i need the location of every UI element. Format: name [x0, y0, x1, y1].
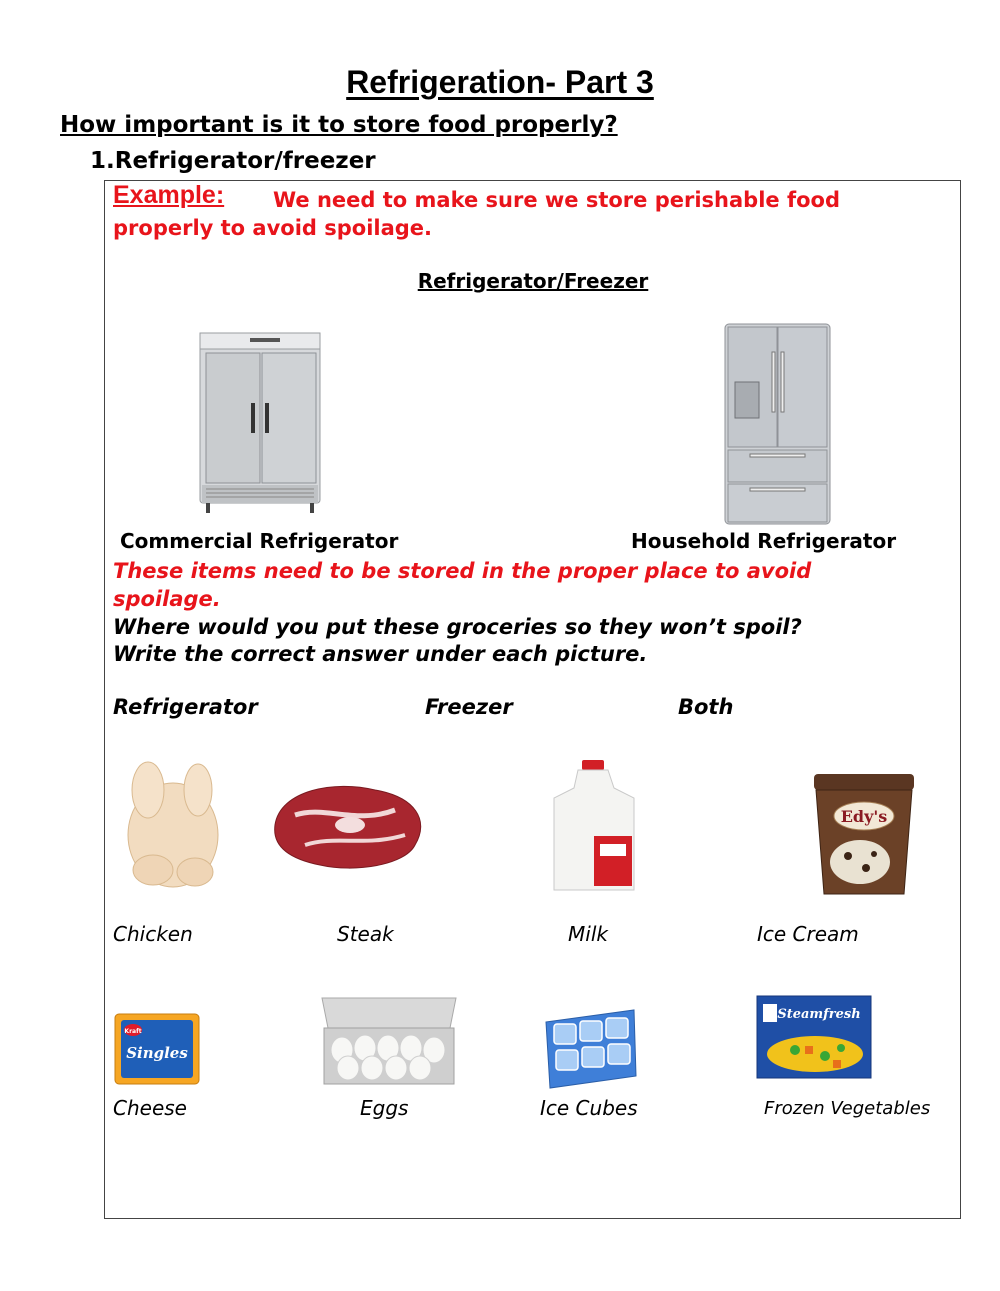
page-title: Refrigeration- Part 3	[346, 64, 654, 100]
eggs-image	[312, 988, 466, 1092]
instruction-line-2: Write the correct answer under each picture.	[113, 642, 648, 666]
food-label-milk: Milk	[568, 922, 608, 946]
chicken-image	[113, 750, 225, 895]
ice-cream-image	[808, 770, 920, 898]
ice-cubes-image	[540, 1002, 640, 1092]
food-label-ice-cream: Ice Cream	[757, 922, 859, 946]
steak-image	[265, 775, 435, 875]
food-label-chicken: Chicken	[113, 922, 193, 946]
question-heading: How important is it to store food properly?	[60, 112, 618, 138]
food-label-cheese: Cheese	[113, 1096, 187, 1120]
example-label: Example:	[113, 181, 225, 209]
cheese-brand: Kraft	[124, 1028, 142, 1035]
veg-brand: Steamfresh	[777, 1007, 861, 1022]
food-label-frozen-vegetables: Frozen Vegetables	[764, 1098, 931, 1119]
ice-cream-brand: Edy's	[840, 807, 888, 826]
food-label-ice-cubes: Ice Cubes	[540, 1096, 638, 1120]
commercial-fridge-caption: Commercial Refrigerator	[120, 529, 399, 553]
category-freezer: Freezer	[425, 695, 513, 719]
food-label-steak: Steak	[337, 922, 394, 946]
instruction-red: These items need to be stored in the proper place to avoid spoilage.	[113, 559, 812, 611]
category-both: Both	[678, 695, 734, 719]
household-fridge-caption: Household Refrigerator	[631, 529, 897, 553]
category-refrigerator: Refrigerator	[113, 695, 258, 719]
fridge-subheading: Refrigerator/Freezer	[417, 269, 649, 293]
household-fridge-image	[720, 322, 835, 527]
instruction-line-1: Where would you put these groceries so they won’t spoil?	[113, 615, 802, 639]
example-text: We need to make sure we store perishable food properly to avoid spoilage.	[113, 188, 840, 240]
list-item-1: 1.Refrigerator/freezer	[90, 148, 376, 174]
food-label-eggs: Eggs	[360, 1096, 409, 1120]
commercial-fridge-image	[180, 325, 340, 525]
cheese-image	[113, 1006, 201, 1086]
frozen-vegetables-image	[755, 994, 873, 1080]
cheese-name: Singles	[126, 1044, 188, 1062]
milk-image	[548, 758, 640, 894]
